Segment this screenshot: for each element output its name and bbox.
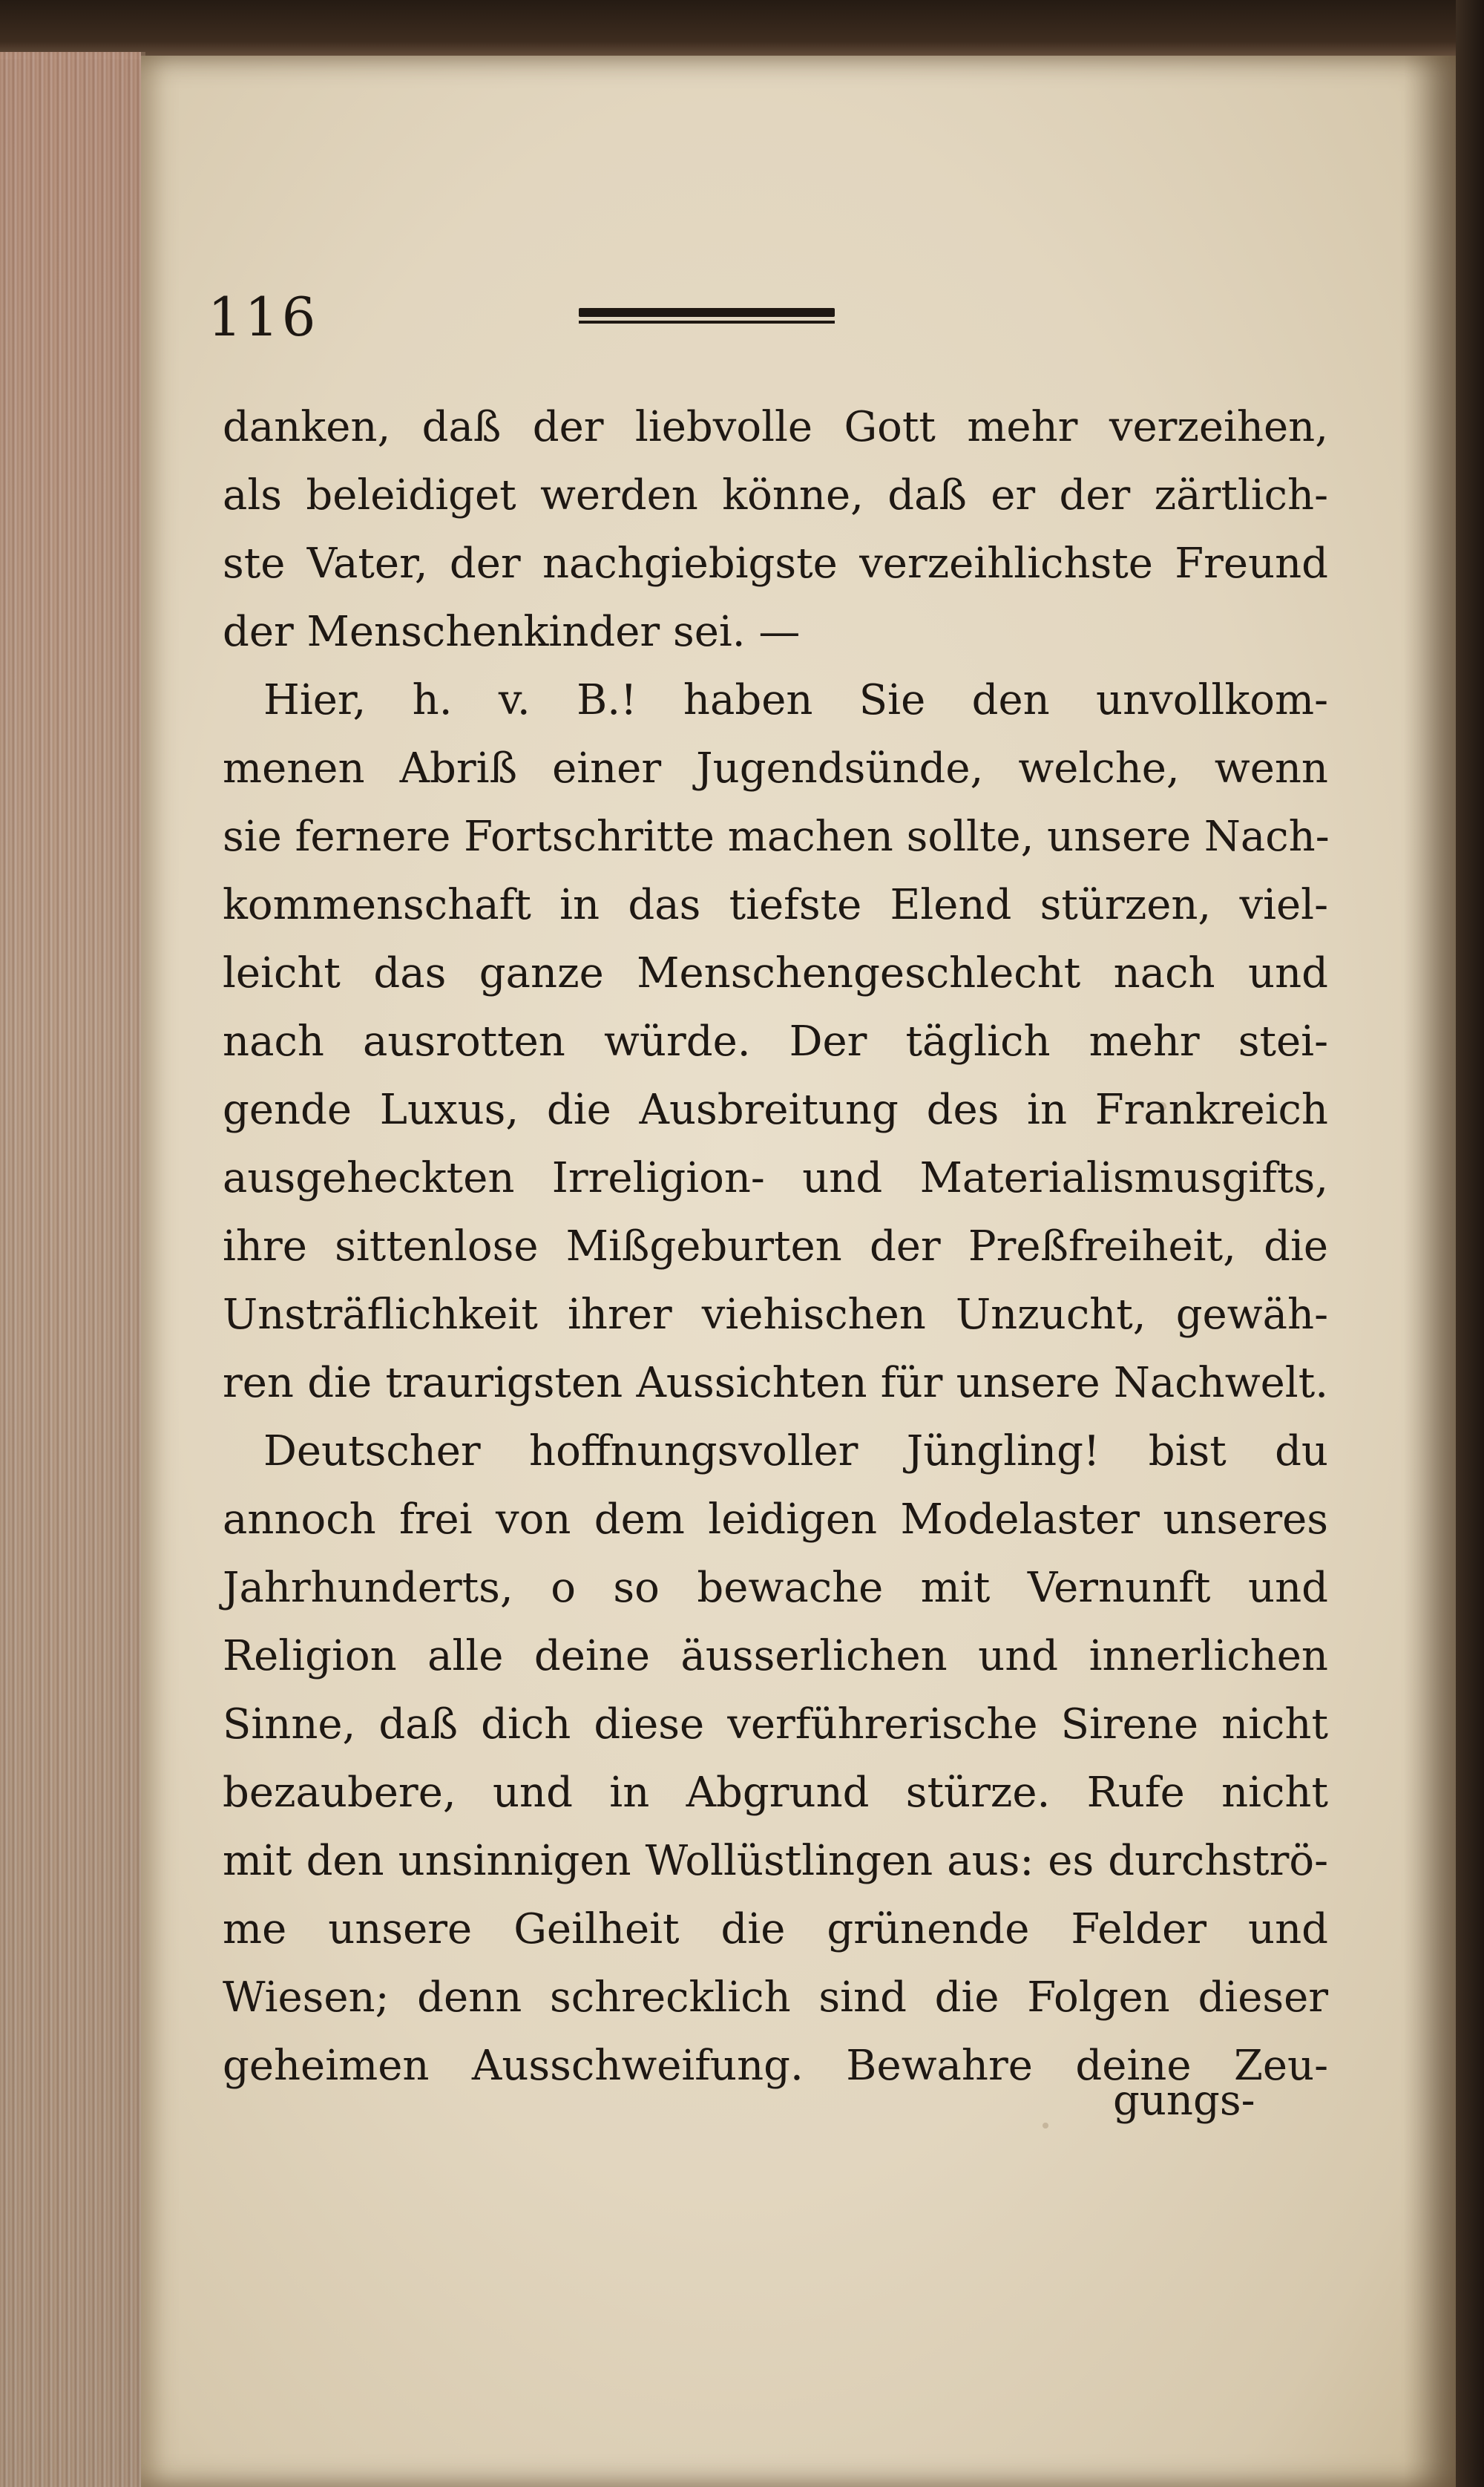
- text-line: annoch frei von dem leidigen Modelaster unseres: [223, 1495, 1328, 1544]
- text-line: menen Abriß einer Jugendsünde, welche, wenn: [223, 744, 1328, 793]
- body-text: [223, 393, 1328, 2100]
- text-line: mit den unsinnigen Wollüstlingen aus: es durchströ-: [223, 1837, 1328, 1885]
- text-line: danken, daß der liebvolle Gott mehr verzeihen,: [223, 403, 1328, 451]
- text-line: ste Vater, der nachgiebigste verzeihlichste Freund: [223, 540, 1328, 588]
- text-line: Unsträflichkeit ihrer viehischen Unzucht, gewäh-: [223, 1291, 1328, 1339]
- page-number: 116: [208, 286, 319, 348]
- book-cover-top: [0, 0, 1484, 59]
- header-rule: [579, 308, 835, 327]
- text-line: Sinne, daß dich diese verführerische Sirene nicht: [223, 1700, 1328, 1749]
- page-edges: [0, 52, 145, 2487]
- text-line: bezaubere, und in Abgrund stürze. Rufe nicht: [223, 1769, 1328, 1817]
- text-line: ausgeheckten Irreligion- und Materialismusgifts,: [223, 1154, 1328, 1202]
- text-line: ren die traurigsten Aussichten für unsere Nachwelt.: [223, 1359, 1328, 1407]
- text-line: ihre sittenlose Mißgeburten der Preßfreiheit, die: [223, 1222, 1328, 1271]
- text-line: me unsere Geilheit die grünende Felder und: [223, 1905, 1328, 1953]
- book-cover-right: [1456, 0, 1484, 2487]
- text-line: Religion alle deine äusserlichen und innerlichen: [223, 1632, 1328, 1680]
- text-line: leicht das ganze Menschengeschlecht nach und: [223, 949, 1328, 997]
- text-line: gende Luxus, die Ausbreitung des in Frankreich: [223, 1086, 1328, 1134]
- text-line: Hier, h. v. B.! haben Sie den unvollkom-: [263, 676, 1328, 724]
- text-line: nach ausrotten würde. Der täglich mehr stei-: [223, 1018, 1328, 1066]
- text-line: der Menschenkinder sei. —: [223, 608, 801, 656]
- catchword: gungs-: [1113, 2077, 1255, 2125]
- text-line: Wiesen; denn schrecklich sind die Folgen dieser: [223, 1973, 1328, 2022]
- text-line: geheimen Ausschweifung. Bewahre deine Zeu-: [223, 2042, 1328, 2090]
- text-line: kommenschaft in das tiefste Elend stürzen, viel-: [223, 881, 1328, 929]
- text-line: Deutscher hoffnungsvoller Jüngling! bist du: [263, 1427, 1328, 1475]
- text-line: Jahrhunderts, o so bewache mit Vernunft und: [223, 1564, 1328, 1612]
- text-line: sie fernere Fortschritte machen sollte, unsere Nach-: [223, 813, 1330, 861]
- paper-spot: [1043, 2123, 1048, 2129]
- text-line: als beleidiget werden könne, daß er der zärtlich-: [223, 471, 1328, 520]
